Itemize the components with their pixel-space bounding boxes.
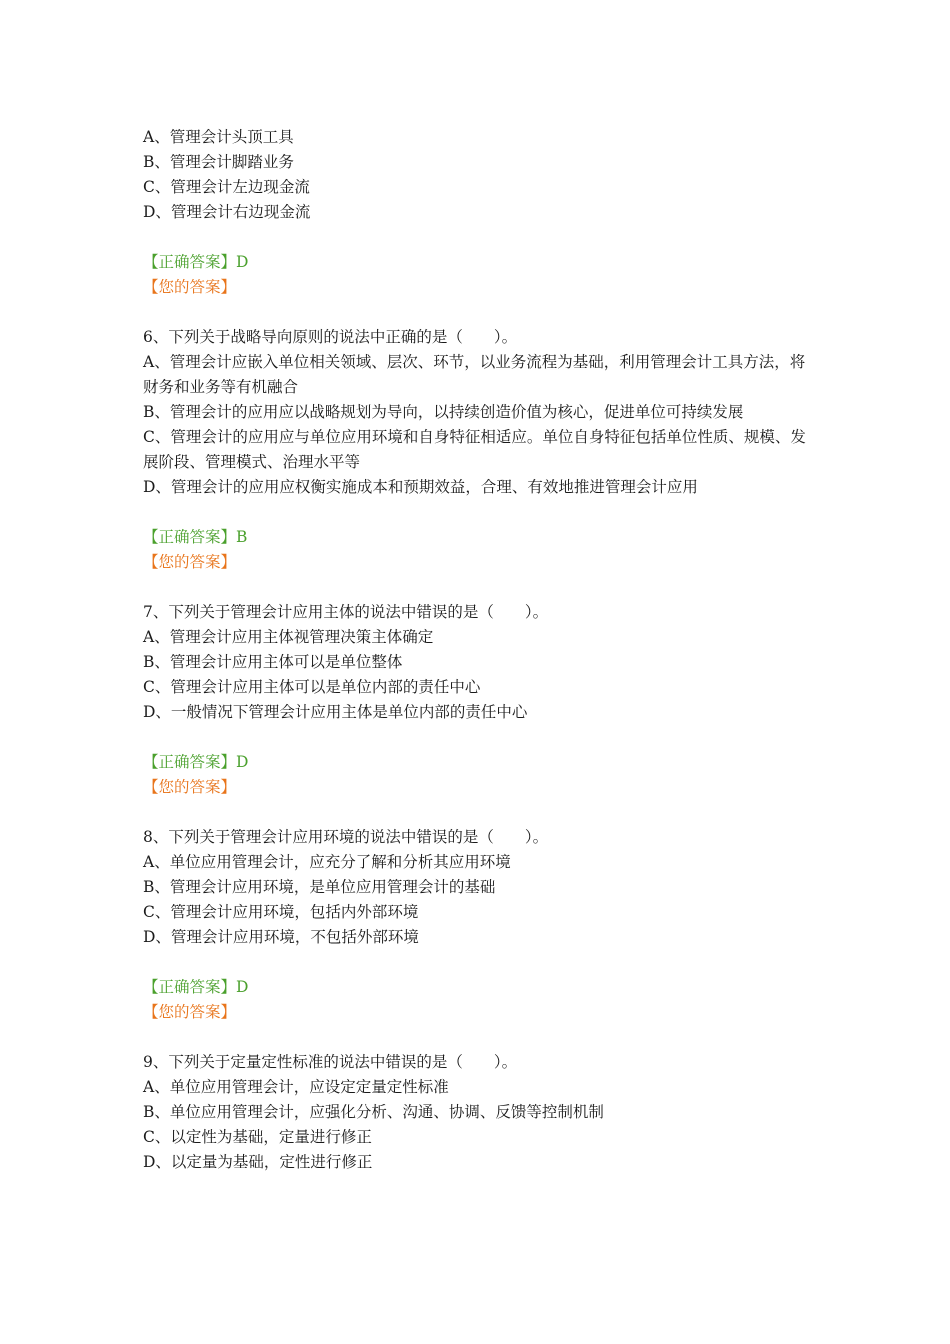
question-stem: 7、下列关于管理会计应用主体的说法中错误的是（ ）。 (143, 603, 549, 621)
your-answer: 【您的答案】 (143, 778, 237, 796)
option-d: D、以定量为基础，定性进行修正 (143, 1153, 373, 1171)
correct-answer-label: 【正确答案】 (143, 978, 237, 996)
question-stem: 8、下列关于管理会计应用环境的说法中错误的是（ ）。 (143, 828, 549, 846)
correct-answer-value: D (236, 253, 249, 271)
option-d: D、管理会计的应用应权衡实施成本和预期效益，合理、有效地推进管理会计应用 (143, 478, 698, 496)
option-c: C、管理会计应用环境，包括内外部环境 (143, 903, 419, 921)
your-answer: 【您的答案】 (143, 553, 237, 571)
question-8 (143, 825, 813, 1025)
option-d: D、管理会计应用环境，不包括外部环境 (143, 928, 419, 946)
option-b: B、管理会计脚踏业务 (143, 153, 294, 171)
question-5 (143, 125, 813, 300)
your-answer: 【您的答案】 (143, 278, 237, 296)
option-c: C、以定性为基础，定量进行修正 (143, 1128, 372, 1146)
option-a: A、单位应用管理会计，应充分了解和分析其应用环境 (143, 853, 511, 871)
correct-answer-value: D (236, 753, 249, 771)
option-a: A、管理会计头顶工具 (143, 128, 294, 146)
correct-answer-label: 【正确答案】 (143, 753, 237, 771)
correct-answer (143, 975, 813, 1000)
option-c: C、管理会计的应用应与单位应用环境和自身特征相适应。单位自身特征包括单位性质、规模、发展阶段、管理模式、治理水平等 (143, 428, 806, 471)
correct-answer-label: 【正确答案】 (143, 253, 237, 271)
question-9 (143, 1050, 813, 1175)
question-stem: 9、下列关于定量定性标准的说法中错误的是（ ）。 (143, 1053, 518, 1071)
option-c: C、管理会计应用主体可以是单位内部的责任中心 (143, 678, 481, 696)
exam-page (143, 125, 813, 1175)
option-a: A、管理会计应用主体视管理决策主体确定 (143, 628, 434, 646)
option-a: A、管理会计应嵌入单位相关领域、层次、环节，以业务流程为基础，利用管理会计工具方法，将财务和业务等有机融合 (143, 353, 806, 396)
option-d: D、管理会计右边现金流 (143, 203, 311, 221)
question-stem: 6、下列关于战略导向原则的说法中正确的是（ ）。 (143, 328, 518, 346)
your-answer: 【您的答案】 (143, 1003, 237, 1021)
option-a: A、单位应用管理会计，应设定定量定性标准 (143, 1078, 449, 1096)
question-7 (143, 600, 813, 800)
correct-answer-value: D (236, 978, 249, 996)
option-b: B、管理会计的应用应以战略规划为导向，以持续创造价值为核心，促进单位可持续发展 (143, 403, 744, 421)
option-b: B、单位应用管理会计，应强化分析、沟通、协调、反馈等控制机制 (143, 1103, 604, 1121)
question-6 (143, 325, 813, 575)
correct-answer-value: B (236, 528, 248, 546)
option-b: B、管理会计应用主体可以是单位整体 (143, 653, 403, 671)
correct-answer (143, 525, 813, 550)
correct-answer (143, 250, 813, 275)
correct-answer (143, 750, 813, 775)
correct-answer-label: 【正确答案】 (143, 528, 237, 546)
option-c: C、管理会计左边现金流 (143, 178, 310, 196)
option-d: D、一般情况下管理会计应用主体是单位内部的责任中心 (143, 703, 528, 721)
option-b: B、管理会计应用环境，是单位应用管理会计的基础 (143, 878, 496, 896)
